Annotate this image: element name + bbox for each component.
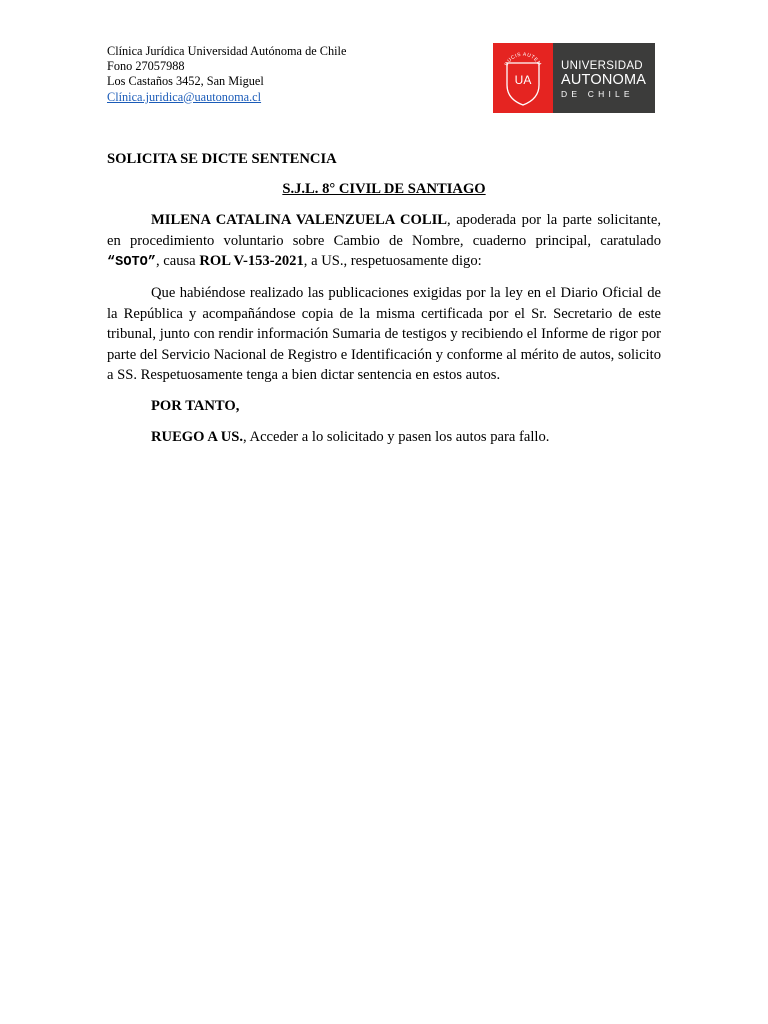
court-heading — [107, 179, 661, 200]
paragraph-intro — [107, 210, 661, 274]
logo-line-3: DE CHILE — [561, 89, 634, 99]
attorney-name: MILENA CATALINA VALENZUELA COLIL — [151, 212, 448, 228]
letterhead-info — [107, 44, 346, 105]
case-caption: “SOTO” — [107, 255, 156, 270]
paragraph-body: Que habiéndose realizado las publicaciones exigidas por la ley en el Diario Oficial de la República y acompañándose copia de la misma certificada por el Sr. Secretario de este tribunal, junto con rendir información Sumaria de testigos y recibiendo el Informe de rigor por parte del Servicio Nacional de Registro e Identificación y conforme al mérito de autos, solicito a SS. Respetuosamente tenga a bien dictar sentencia en estos autos. — [107, 285, 661, 383]
logo-wordmark — [553, 43, 655, 113]
request-lead: RUEGO A US. — [151, 429, 244, 445]
svg-text:DUCIS AUTEM — [504, 52, 543, 67]
clinic-name: Clínica Jurídica Universidad Autónoma de Chile — [107, 44, 347, 58]
case-rol: ROL V-153-2021 — [199, 253, 304, 269]
request-text: , Acceder a lo solicitado y pasen los autos para fallo. — [243, 429, 550, 445]
paragraph-por-tanto: POR TANTO, — [151, 398, 240, 414]
intro-text-b: , causa — [155, 253, 200, 269]
logo-initials: UA — [514, 73, 532, 87]
logo-line-2: AUTONOMA — [561, 72, 647, 88]
logo-emblem — [493, 43, 553, 113]
shield-icon — [493, 43, 553, 113]
university-logo — [493, 43, 655, 113]
logo-arc-text: DUCIS AUTEM — [503, 51, 543, 68]
document-title: SOLICITA SE DICTE SENTENCIA — [107, 151, 337, 167]
address: Los Castaños 3452, San Miguel — [107, 74, 264, 89]
phone-number: Fono 27057988 — [107, 59, 185, 74]
intro-text-c: , a US., respetuosamente digo: — [303, 253, 482, 269]
logo-line-1: UNIVERSIDAD — [561, 60, 643, 72]
court-name: S.J.L. 8° CIVIL DE SANTIAGO — [282, 181, 486, 197]
email-link[interactable]: Clínica.juridica@uautonoma.cl — [107, 89, 262, 104]
paragraph-request — [107, 427, 661, 448]
intro-text-a: , apoderada por la parte solicitante, en procedimiento voluntario sobre Cambio de Nombre, cuaderno principal, caratulado — [107, 212, 661, 249]
